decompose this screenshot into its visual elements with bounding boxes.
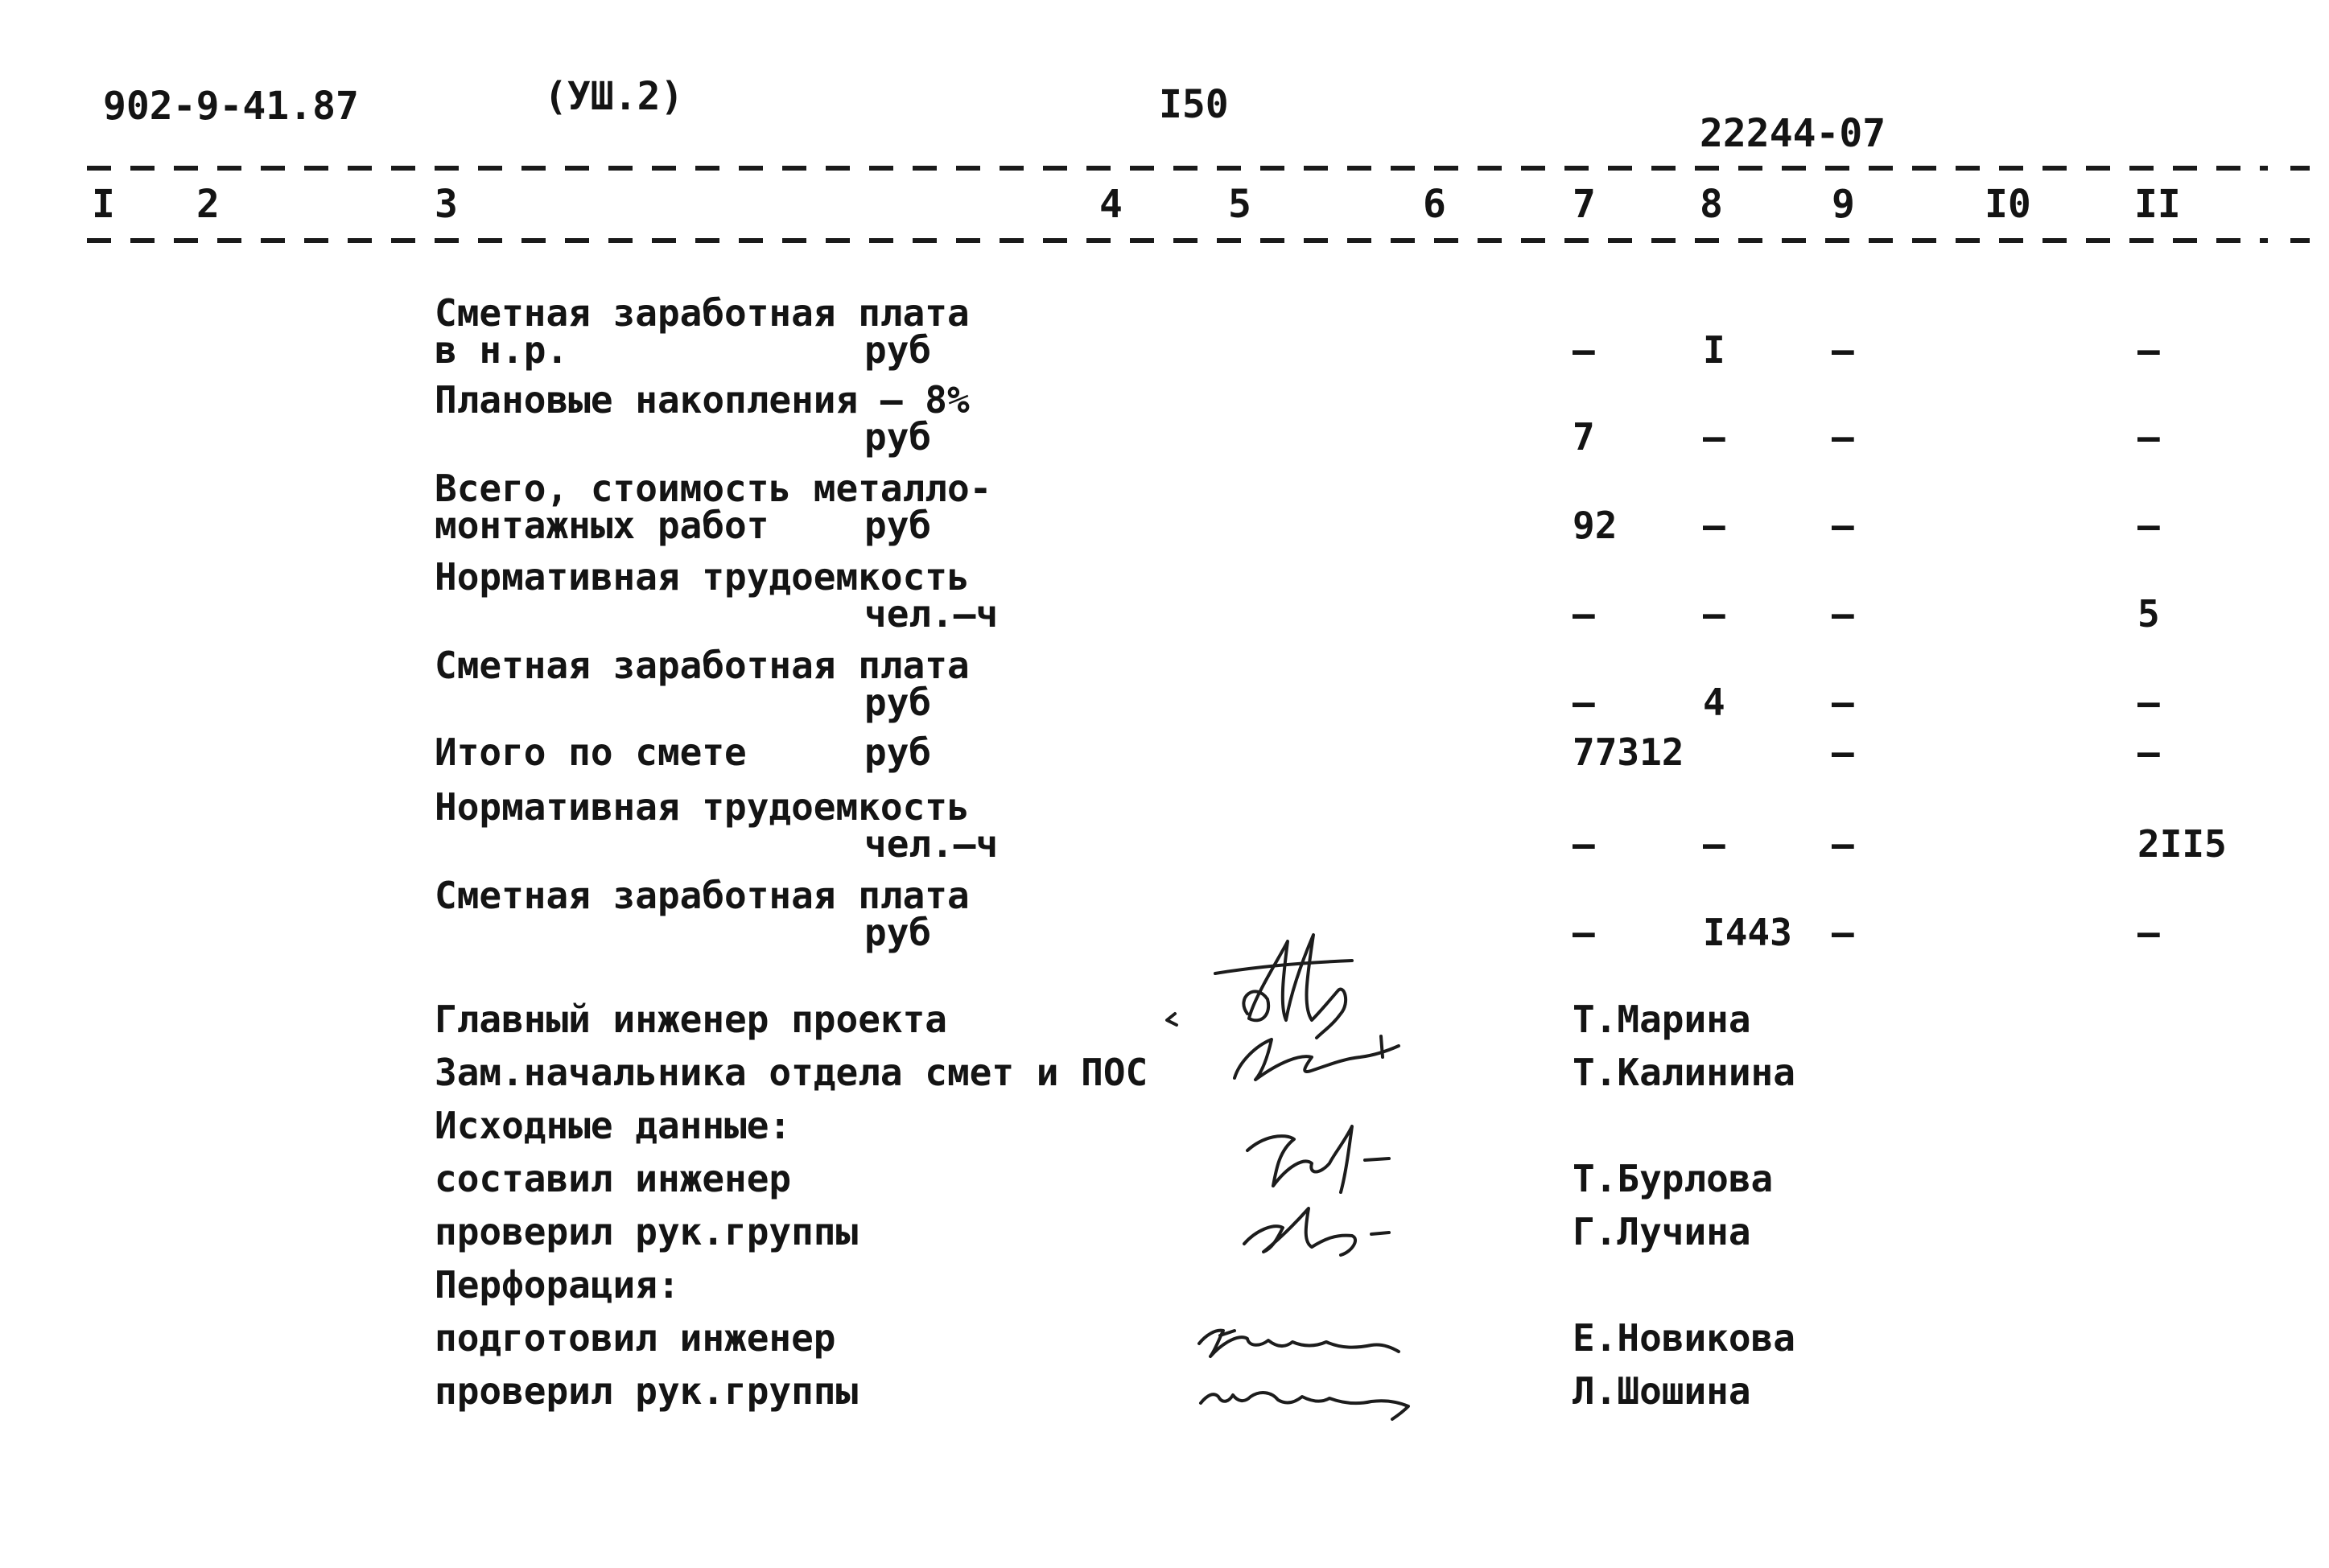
header-rule-top [87, 166, 2268, 171]
signature-role: составил инженер [435, 1157, 792, 1200]
row-label: Сметная заработная плата [435, 644, 970, 687]
column-header-1: I [92, 182, 115, 227]
column-header-2: 2 [196, 182, 220, 227]
cell-col9: – [1832, 822, 1854, 866]
cell-col11: – [2137, 504, 2160, 547]
cell-col8: – [1703, 592, 1725, 636]
cell-col11: – [2137, 328, 2160, 372]
cell-col9: – [1832, 681, 1854, 724]
cell-col9: – [1832, 730, 1854, 774]
cell-col8: – [1703, 504, 1725, 547]
rule-end-mark [2290, 238, 2310, 243]
row-label: Сметная заработная плата [435, 291, 970, 335]
cell-col7: – [1573, 681, 1595, 724]
signature-name: Г.Лучина [1573, 1210, 1751, 1253]
cell-col7: – [1573, 822, 1595, 866]
row-label: Сметная заработная плата [435, 874, 970, 917]
row-label: Плановые накопления – 8% [435, 378, 970, 422]
cell-col8: – [1703, 822, 1725, 866]
handwritten-signature-3 [1231, 1118, 1408, 1199]
handwritten-signature-6 [1191, 1368, 1441, 1424]
row-unit: руб [864, 415, 932, 459]
row-label: Итого по смете [435, 730, 747, 774]
cell-col7: – [1573, 328, 1595, 372]
cell-col7: – [1573, 592, 1595, 636]
document-code: 902-9-41.87 [103, 84, 359, 129]
column-header-8: 8 [1700, 182, 1723, 227]
cell-col7: 77312 [1573, 730, 1684, 774]
rule-end-mark [2290, 166, 2310, 171]
column-header-11: II [2134, 182, 2181, 227]
row-unit: чел.–ч [864, 822, 999, 866]
row-unit: руб [864, 681, 932, 724]
row-label: Всего, стоимость металло- [435, 467, 992, 510]
page-number: I50 [1159, 82, 1229, 127]
signature-name: Е.Новикова [1573, 1316, 1795, 1360]
handwritten-signature-4 [1231, 1199, 1408, 1263]
signature-name: Т.Калинина [1573, 1051, 1795, 1094]
section-heading: Перфорация: [435, 1263, 680, 1307]
row-unit: руб [864, 911, 932, 954]
stamp-number: 22244-07 [1700, 111, 1886, 156]
cell-col11: – [2137, 730, 2160, 774]
cell-col8: – [1703, 415, 1725, 459]
cell-col9: – [1832, 328, 1854, 372]
cell-col11: 2II5 [2137, 822, 2227, 866]
cell-col8: I443 [1703, 911, 1792, 954]
signature-role: проверил рук.группы [435, 1369, 859, 1413]
column-header-4: 4 [1099, 182, 1123, 227]
row-label: Нормативная трудоемкость [435, 555, 970, 599]
row-label-continued: монтажных работ [435, 504, 769, 547]
cell-col9: – [1832, 911, 1854, 954]
handwritten-signature-1 [1159, 925, 1400, 1046]
signature-role: проверил рук.группы [435, 1210, 859, 1253]
signature-role: Главный инженер проекта [435, 998, 947, 1041]
row-unit: чел.–ч [864, 592, 999, 636]
cell-col7: – [1573, 911, 1595, 954]
column-header-7: 7 [1573, 182, 1596, 227]
row-label: Нормативная трудоемкость [435, 785, 970, 829]
column-header-10: I0 [1985, 182, 2031, 227]
signature-role: подготовил инженер [435, 1316, 836, 1360]
signature-name: Т.Марина [1573, 998, 1751, 1041]
signature-name: Л.Шошина [1573, 1369, 1751, 1413]
signature-role: Зам.начальника отдела смет и ПОС [435, 1051, 1148, 1094]
cell-col8: I [1703, 328, 1725, 372]
row-unit: руб [864, 328, 932, 372]
cell-col7: 92 [1573, 504, 1618, 547]
column-header-5: 5 [1228, 182, 1251, 227]
cell-col9: – [1832, 504, 1854, 547]
column-header-3: 3 [435, 182, 458, 227]
cell-col11: 5 [2137, 592, 2160, 636]
cell-col7: 7 [1573, 415, 1595, 459]
cell-col11: – [2137, 681, 2160, 724]
row-label-continued: в н.р. [435, 328, 569, 372]
cell-col9: – [1832, 592, 1854, 636]
signature-name: Т.Бурлова [1573, 1157, 1774, 1200]
cell-col11: – [2137, 415, 2160, 459]
handwritten-signature-5 [1191, 1319, 1416, 1368]
handwritten-signature-2 [1223, 1030, 1416, 1086]
row-unit: руб [864, 730, 932, 774]
column-header-6: 6 [1423, 182, 1446, 227]
row-unit: руб [864, 504, 932, 547]
cell-col8: 4 [1703, 681, 1725, 724]
cell-col9: – [1832, 415, 1854, 459]
column-header-9: 9 [1832, 182, 1855, 227]
section-label: (УШ.2) [544, 74, 684, 119]
cell-col11: – [2137, 911, 2160, 954]
header-rule-bottom [87, 238, 2268, 243]
section-heading: Исходные данные: [435, 1104, 792, 1147]
